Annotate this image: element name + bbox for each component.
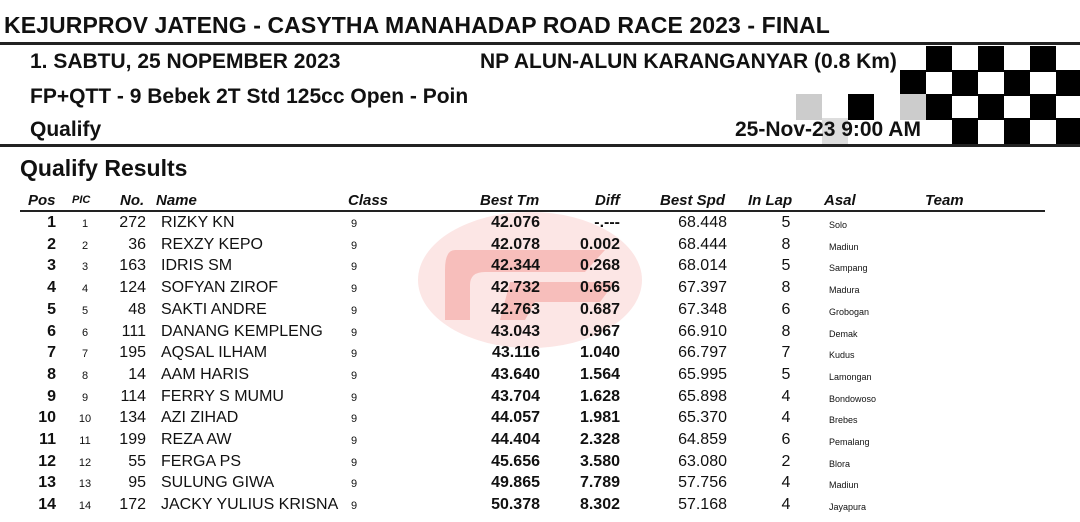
best-time-cell: 42.732 xyxy=(491,279,540,297)
in-lap-cell: 4 xyxy=(781,496,791,514)
class-cell: 9 xyxy=(351,283,358,296)
diff-cell: 0.656 xyxy=(579,279,620,297)
best-speed-cell: 66.797 xyxy=(678,344,727,362)
best-time-cell: 49.865 xyxy=(491,474,540,492)
best-speed-cell: 68.014 xyxy=(678,257,727,275)
class-cell: 9 xyxy=(351,500,358,513)
origin-cell: Brebes xyxy=(829,415,858,426)
diff-cell: 1.981 xyxy=(579,409,620,427)
in-lap-cell: 4 xyxy=(781,409,791,427)
table-row xyxy=(0,236,1080,258)
origin-cell: Bondowoso xyxy=(829,393,877,404)
best-speed-cell: 65.898 xyxy=(678,387,727,405)
col-header-pos: Pos xyxy=(28,192,56,209)
best-speed-cell: 65.995 xyxy=(678,365,727,383)
class-cell: 9 xyxy=(351,218,358,230)
table-row xyxy=(0,388,1080,410)
origin-cell: Jayapura xyxy=(829,502,867,513)
number-cell: 36 xyxy=(128,235,146,253)
pos-cell: 14 xyxy=(38,496,56,514)
origin-cell: Demak xyxy=(829,328,858,339)
pic-cell: 8 xyxy=(81,369,89,382)
diff-cell: 0.002 xyxy=(579,235,620,253)
pos-cell: 3 xyxy=(47,257,56,275)
number-cell: 48 xyxy=(128,300,146,318)
best-speed-cell: 65.370 xyxy=(678,409,727,427)
diff-cell: 0.967 xyxy=(579,322,620,340)
table-row xyxy=(0,431,1080,453)
number-cell: 124 xyxy=(119,279,146,297)
table-row xyxy=(0,453,1080,475)
diff-cell: 1.564 xyxy=(579,365,620,383)
col-header-team: Team xyxy=(925,192,964,209)
diff-cell: 0.268 xyxy=(579,257,620,275)
best-speed-cell: 57.168 xyxy=(678,496,727,514)
best-speed-cell: 67.397 xyxy=(678,279,727,297)
in-lap-cell: 8 xyxy=(781,235,791,253)
table-row xyxy=(0,344,1080,366)
pic-cell: 5 xyxy=(81,304,89,317)
rider-name-cell: REXZY KEPO xyxy=(161,235,263,253)
pic-cell: 1 xyxy=(81,218,89,230)
class-line: FP+QTT - 9 Bebek 2T Std 125cc Open - Poin xyxy=(30,85,469,108)
origin-cell: Blora xyxy=(829,458,851,469)
number-cell: 272 xyxy=(119,214,146,231)
diff-cell: 8.302 xyxy=(579,496,620,514)
col-header-spd: Best Spd xyxy=(660,192,726,209)
number-cell: 195 xyxy=(119,344,146,362)
origin-cell: Pemalang xyxy=(829,437,870,447)
class-cell: 9 xyxy=(351,348,358,361)
pos-cell: 2 xyxy=(47,235,56,253)
rider-name-cell: RIZKY KN xyxy=(161,214,235,231)
pos-cell: 8 xyxy=(47,365,56,383)
col-header-lap: In Lap xyxy=(748,192,793,209)
pos-cell: 11 xyxy=(39,431,56,448)
pic-cell: 12 xyxy=(78,456,92,469)
rider-name-cell: DANANG KEMPLENG xyxy=(161,322,323,340)
best-time-cell: 42.763 xyxy=(491,300,540,318)
number-cell: 172 xyxy=(119,496,146,514)
best-time-cell: 43.640 xyxy=(491,365,540,383)
session-label: Qualify xyxy=(30,118,102,141)
col-header-best: Best Tm xyxy=(480,192,540,209)
in-lap-cell: 5 xyxy=(781,257,791,275)
event-date: 1. SABTU, 25 NOPEMBER 2023 xyxy=(30,50,341,73)
table-row xyxy=(0,301,1080,323)
class-cell: 9 xyxy=(351,326,358,339)
table-row xyxy=(0,409,1080,431)
pos-cell: 13 xyxy=(38,474,56,492)
rider-name-cell: FERGA PS xyxy=(161,452,242,470)
table-row xyxy=(0,257,1080,279)
best-time-cell: 44.057 xyxy=(491,409,540,427)
header-divider xyxy=(0,42,1080,45)
class-cell: 9 xyxy=(351,369,358,382)
number-cell: 14 xyxy=(128,365,146,383)
class-cell: 9 xyxy=(351,304,358,317)
origin-cell: Lamongan xyxy=(829,371,872,382)
rider-name-cell: AAM HARIS xyxy=(161,365,250,383)
in-lap-cell: 5 xyxy=(781,214,791,231)
event-venue: NP ALUN-ALUN KARANGANYAR (0.8 Km) xyxy=(480,50,897,73)
col-header-class: Class xyxy=(348,192,389,209)
pic-cell: 10 xyxy=(78,413,92,426)
number-cell: 95 xyxy=(128,474,146,492)
pic-cell: 9 xyxy=(81,391,89,404)
best-time-cell: 43.116 xyxy=(491,344,540,362)
pic-cell: 14 xyxy=(78,500,92,513)
in-lap-cell: 4 xyxy=(781,387,791,405)
class-cell: 9 xyxy=(351,435,358,447)
best-speed-cell: 63.080 xyxy=(678,452,727,470)
best-time-cell: 50.378 xyxy=(491,496,540,514)
diff-cell: 2.328 xyxy=(579,431,620,448)
col-header-no: No. xyxy=(120,192,145,209)
origin-cell: Madiun xyxy=(829,480,859,491)
class-cell: 9 xyxy=(351,456,358,469)
table-row xyxy=(0,474,1080,496)
pic-cell: 6 xyxy=(81,326,89,339)
origin-cell: Sampang xyxy=(829,263,868,274)
best-speed-cell: 57.756 xyxy=(678,474,727,492)
pos-cell: 4 xyxy=(47,279,56,297)
number-cell: 55 xyxy=(128,452,146,470)
page-title: KEJURPROV JATENG - CASYTHA MANAHADAP ROAD RACE 2023 - FINAL xyxy=(4,12,830,38)
col-header-diff: Diff xyxy=(595,192,620,209)
number-cell: 114 xyxy=(120,387,146,405)
origin-cell: Madura xyxy=(829,285,860,296)
best-speed-cell: 68.444 xyxy=(678,235,727,253)
col-header-asal: Asal xyxy=(824,192,856,209)
in-lap-cell: 4 xyxy=(781,474,791,492)
pic-cell: 13 xyxy=(78,478,92,491)
col-header-pic: PIC xyxy=(72,194,91,206)
in-lap-cell: 6 xyxy=(781,431,791,448)
rider-name-cell: AZI ZIHAD xyxy=(161,409,239,427)
origin-cell: Solo xyxy=(829,220,848,230)
pos-cell: 9 xyxy=(47,387,56,405)
best-speed-cell: 66.910 xyxy=(678,322,727,340)
pic-cell: 2 xyxy=(81,239,89,252)
pos-cell: 12 xyxy=(38,452,56,470)
origin-cell: Madiun xyxy=(829,241,859,252)
diff-cell: 3.580 xyxy=(579,452,620,470)
pic-cell: 4 xyxy=(81,283,89,296)
header-bottom-divider xyxy=(0,144,1080,147)
rider-name-cell: SULUNG GIWA xyxy=(161,474,275,492)
in-lap-cell: 8 xyxy=(781,279,791,297)
section-title: Qualify Results xyxy=(20,155,188,181)
rider-name-cell: SAKTI ANDRE xyxy=(161,300,267,318)
class-cell: 9 xyxy=(351,413,358,426)
rider-name-cell: FERRY S MUMU xyxy=(161,387,284,405)
rider-name-cell: IDRIS SM xyxy=(161,257,233,275)
table-row xyxy=(0,323,1080,345)
best-speed-cell: 68.448 xyxy=(678,214,727,231)
diff-cell: 7.789 xyxy=(579,474,620,492)
pos-cell: 1 xyxy=(47,214,56,231)
number-cell: 199 xyxy=(119,431,146,448)
class-cell: 9 xyxy=(351,478,358,491)
origin-cell: Kudus xyxy=(829,350,855,361)
best-time-cell: 43.704 xyxy=(491,387,540,405)
best-time-cell: 43.043 xyxy=(491,322,540,340)
session-datetime: 25-Nov-23 9:00 AM xyxy=(735,118,921,141)
best-time-cell: 42.076 xyxy=(491,214,540,231)
class-cell: 9 xyxy=(351,239,358,252)
number-cell: 134 xyxy=(119,409,146,427)
table-row xyxy=(0,366,1080,388)
number-cell: 163 xyxy=(119,257,146,275)
table-row xyxy=(0,214,1080,236)
best-speed-cell: 67.348 xyxy=(678,300,727,318)
diff-cell: 1.628 xyxy=(579,387,620,405)
in-lap-cell: 2 xyxy=(781,452,791,470)
diff-cell: 1.040 xyxy=(579,344,620,362)
class-cell: 9 xyxy=(351,261,358,274)
pos-cell: 6 xyxy=(47,322,56,340)
col-header-name: Name xyxy=(156,192,197,209)
column-header-divider xyxy=(20,210,1045,212)
table-row xyxy=(0,496,1080,518)
best-speed-cell: 64.859 xyxy=(678,431,727,448)
rider-name-cell: AQSAL ILHAM xyxy=(161,344,268,362)
origin-cell: Grobogan xyxy=(829,306,870,317)
number-cell: 111 xyxy=(121,322,146,340)
table-row xyxy=(0,279,1080,301)
pos-cell: 7 xyxy=(47,344,56,362)
in-lap-cell: 8 xyxy=(781,322,791,340)
diff-cell: -.--- xyxy=(594,214,620,231)
diff-cell: 0.687 xyxy=(579,300,620,318)
rider-name-cell: REZA AW xyxy=(161,431,232,448)
in-lap-cell: 6 xyxy=(781,300,791,318)
pic-cell: 11 xyxy=(79,435,91,447)
in-lap-cell: 7 xyxy=(781,344,791,362)
pic-cell: 7 xyxy=(81,348,89,361)
rider-name-cell: SOFYAN ZIROF xyxy=(161,279,279,297)
best-time-cell: 45.656 xyxy=(491,452,540,470)
pic-cell: 3 xyxy=(81,261,89,274)
best-time-cell: 42.344 xyxy=(491,257,540,275)
best-time-cell: 44.404 xyxy=(491,431,540,448)
rider-name-cell: JACKY YULIUS KRISNA xyxy=(161,496,339,514)
pos-cell: 5 xyxy=(47,300,56,318)
in-lap-cell: 5 xyxy=(781,365,791,383)
pos-cell: 10 xyxy=(38,409,56,427)
best-time-cell: 42.078 xyxy=(491,235,540,253)
class-cell: 9 xyxy=(351,391,358,404)
